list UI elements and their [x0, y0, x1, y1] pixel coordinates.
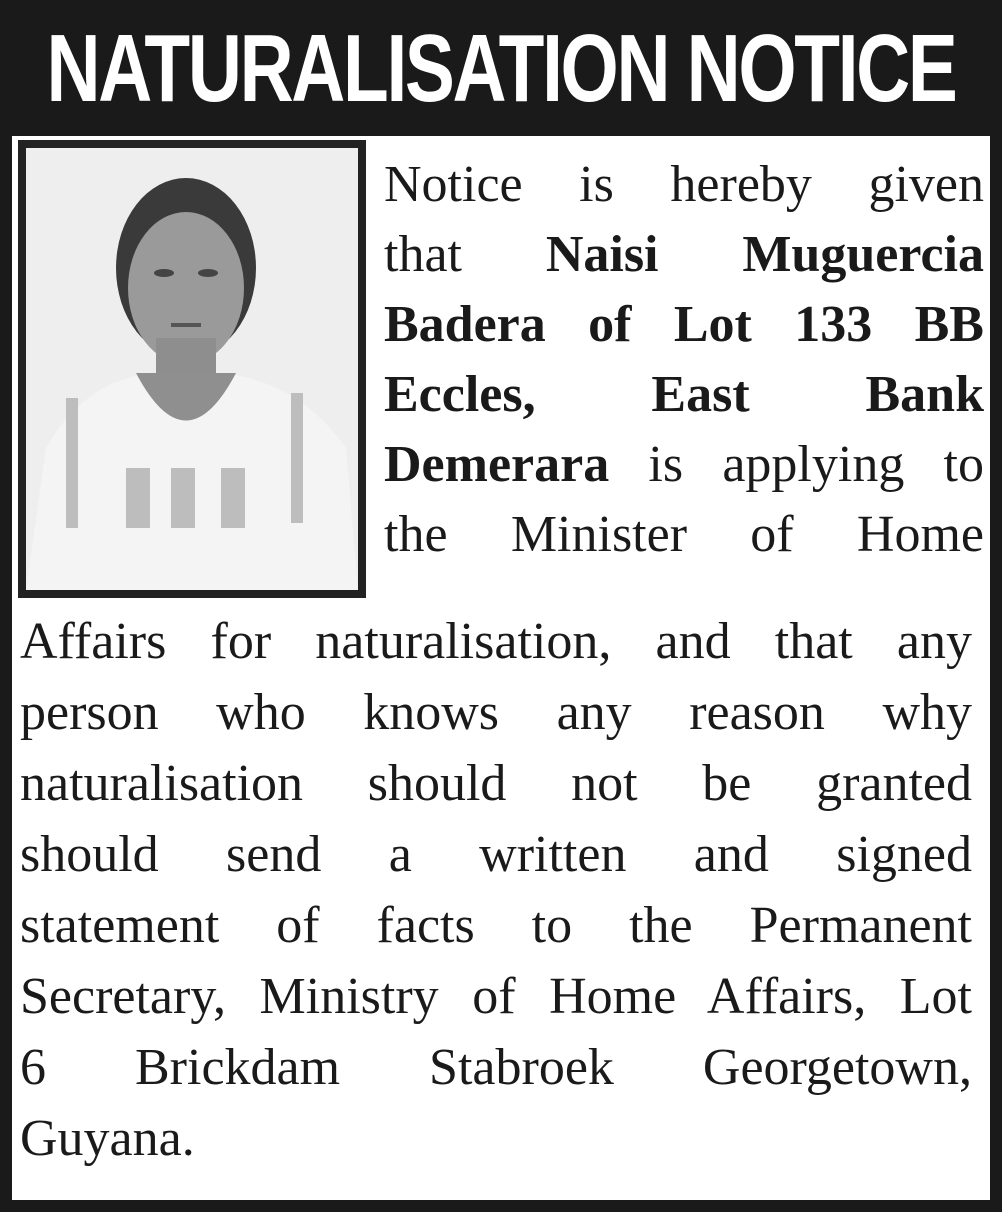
- intro-run: is applying to: [609, 436, 984, 493]
- intro-bold-run: Naisi Muguercia: [545, 226, 984, 283]
- applicant-photo-frame: [18, 140, 366, 598]
- body-line: 6 Brickdam Stabroek Georgetown,: [20, 1039, 972, 1096]
- intro-line: [384, 360, 984, 430]
- intro-run: the Minister of Home: [384, 506, 984, 563]
- intro-line: [384, 220, 984, 290]
- intro-line: [384, 150, 984, 220]
- notice-title: NATURALISATION NOTICE: [46, 15, 956, 122]
- body-line: Affairs for naturalisation, and that any: [20, 613, 972, 670]
- notice-main-text: [20, 606, 972, 1174]
- intro-run: Notice is hereby given: [384, 156, 984, 213]
- body-line: should send a written and signed: [20, 826, 972, 883]
- body-line: naturalisation should not be granted: [20, 755, 972, 812]
- body-line: Guyana.: [20, 1110, 195, 1167]
- applicant-portrait-image: [26, 148, 358, 590]
- intro-line: [384, 500, 984, 570]
- intro-bold-run: Demerara: [384, 436, 610, 493]
- applicant-photo: [26, 148, 358, 590]
- body-line: statement of facts to the Permanent: [20, 897, 972, 954]
- notice-intro-text: [384, 150, 984, 570]
- body-line: Secretary, Ministry of Home Affairs, Lot: [20, 968, 972, 1025]
- intro-bold-run: Badera of Lot 133 BB: [384, 296, 984, 353]
- body-line: person who knows any reason why: [20, 684, 972, 741]
- intro-line: [384, 290, 984, 360]
- intro-bold-run: Eccles, East Bank: [384, 366, 984, 423]
- intro-line: [384, 430, 984, 500]
- intro-run: that: [384, 226, 546, 283]
- notice-body-panel: [12, 136, 990, 1200]
